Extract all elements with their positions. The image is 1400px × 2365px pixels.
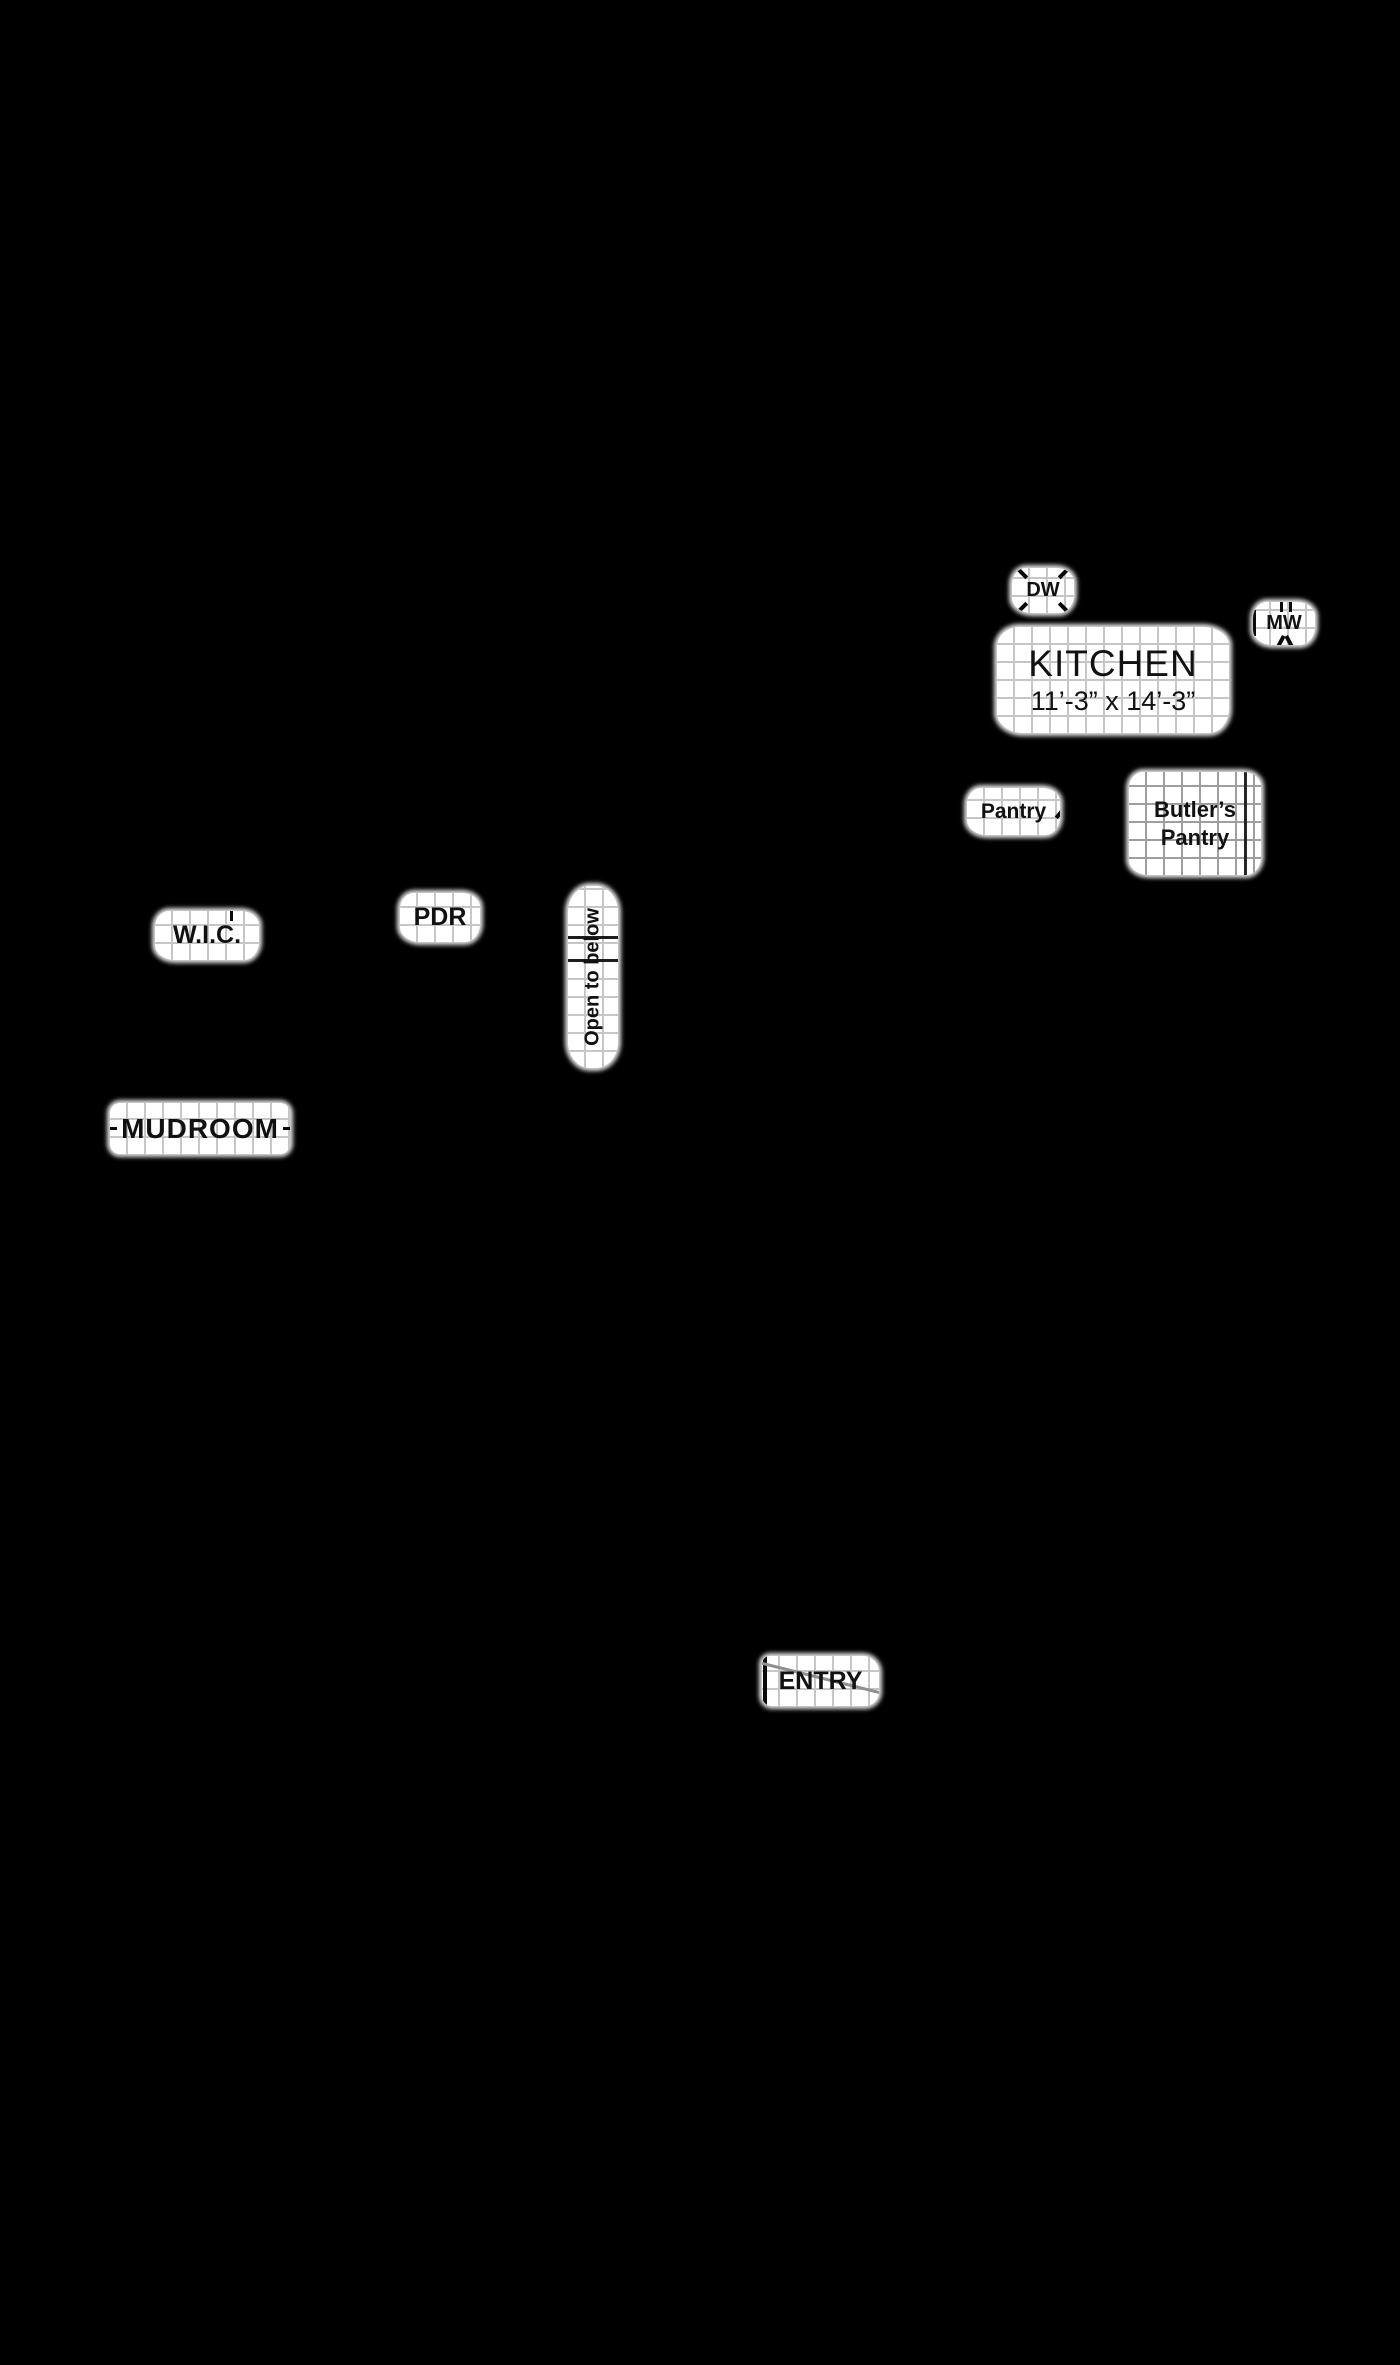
appliance-corner-mark — [1058, 568, 1074, 579]
wall-tick-mark — [1280, 602, 1283, 612]
room-name: MUDROOM — [121, 1112, 279, 1144]
appliance-corner-mark — [1284, 635, 1295, 645]
room-label-wic — [155, 911, 259, 960]
wall-tick-mark — [1253, 610, 1256, 636]
appliance-corner-mark — [1058, 602, 1074, 613]
room-label-pantry — [967, 788, 1060, 835]
room-name: Pantry — [980, 799, 1047, 823]
wall-tick-mark — [1055, 803, 1060, 819]
annotation-text: Open to below — [581, 908, 604, 1046]
appliance-label-mw — [1253, 602, 1315, 645]
wall-tick-mark — [230, 911, 233, 921]
appliance-label-text: DW — [1026, 579, 1060, 601]
annotation-open-to-below — [568, 886, 618, 1068]
room-dimensions: 11’-3” x 14’-3” — [1030, 686, 1196, 716]
room-name-line2: Pantry — [1160, 824, 1230, 850]
room-label-pdr — [400, 893, 480, 942]
room-label-butlers-pantry — [1129, 772, 1261, 875]
wall-tick-mark — [283, 1127, 290, 1130]
wall-tick-mark — [110, 1127, 117, 1130]
room-name: ENTRY — [778, 1666, 863, 1695]
appliance-corner-mark — [1012, 568, 1028, 579]
appliance-label-dw — [1012, 568, 1074, 613]
room-name-line1: Butler’s — [1154, 796, 1236, 822]
room-label-mudroom — [110, 1103, 290, 1154]
room-name: W.I.C. — [172, 921, 242, 949]
room-name: PDR — [413, 903, 467, 931]
appliance-corner-mark — [1012, 602, 1028, 613]
room-label-entry — [762, 1656, 879, 1706]
wall-line-mark — [1244, 772, 1247, 875]
room-label-kitchen — [997, 627, 1229, 733]
wall-tick-mark — [1289, 602, 1292, 612]
appliance-label-text: MW — [1266, 612, 1302, 634]
room-name: KITCHEN — [1028, 643, 1198, 684]
